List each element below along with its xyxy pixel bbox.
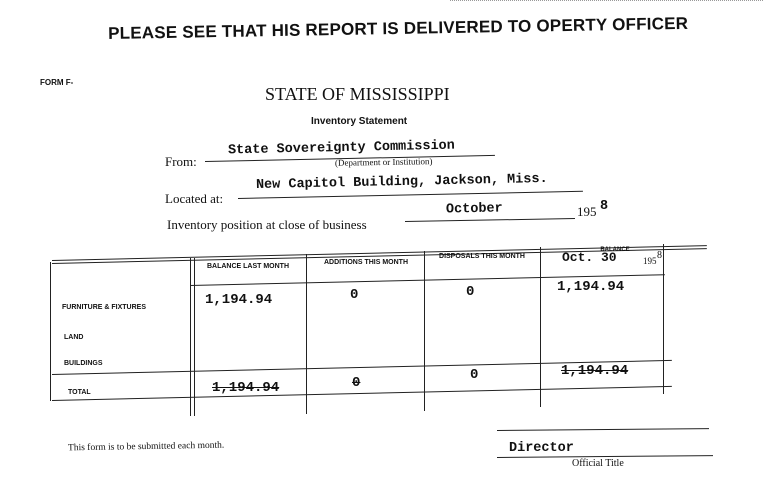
from-label: From: (165, 154, 197, 169)
balance-year-digit: 8 (657, 250, 662, 261)
position-year-prefix: 195 (577, 204, 597, 219)
col-divider-2 (306, 254, 307, 414)
official-title-value: Director (509, 441, 574, 456)
position-month: October (445, 201, 503, 218)
state-title: STATE OF MISSISSIPPI (265, 84, 450, 104)
position-year-digit: 8 (600, 199, 609, 214)
table-right-border (663, 244, 664, 394)
row-label-furniture: FURNITURE & FIXTURES (62, 304, 146, 311)
located-value: New Capitol Building, Jackson, Miss. (255, 171, 548, 194)
total-disposals: 0 (470, 367, 479, 383)
total-balance: 1,194.94 (561, 363, 629, 379)
row-label-land: LAND (64, 334, 84, 341)
furniture-balance: 1,194.94 (557, 279, 625, 295)
submission-note: This form is to be submitted each month. (67, 440, 225, 454)
from-caption: (Department or Institution) (334, 156, 433, 168)
col-divider-1b (194, 258, 195, 416)
balance-date: Oct. 30 (562, 250, 617, 265)
furniture-additions: 0 (350, 287, 359, 303)
row-label-total: TOTAL (68, 389, 91, 396)
col-header-disposals: DISPOSALS THIS MONTH (439, 253, 525, 260)
from-value: State Sovereignty Commission (227, 138, 455, 159)
furniture-disposals: 0 (466, 284, 475, 300)
total-balance-last: 1,194.94 (212, 380, 280, 396)
position-underline (405, 218, 575, 222)
official-title-caption: Official Title (572, 458, 624, 469)
table-left-border (50, 262, 51, 401)
statement-subtitle: Inventory Statement (311, 116, 408, 127)
col-divider-1 (190, 258, 191, 416)
row-label-buildings: BUILDINGS (64, 360, 103, 367)
located-label: Located at: (165, 191, 224, 206)
col-header-balance-last: BALANCE LAST MONTH (206, 263, 290, 270)
delivery-banner: PLEASE SEE THAT HIS REPORT IS DELIVERED TO OPERTY OFFICER (108, 13, 689, 43)
balance-year-prefix: 195 (643, 256, 657, 266)
col-divider-3 (424, 251, 425, 411)
perforation-edge (450, 0, 763, 1)
position-label: Inventory position at close of business (167, 217, 367, 232)
total-additions: 0 (352, 375, 361, 391)
col-divider-4 (540, 247, 541, 407)
signature-top-rule (497, 428, 709, 431)
table-bottom-border (52, 386, 672, 401)
col-header-additions: ADDITIONS THIS MONTH (324, 259, 408, 266)
furniture-balance-last: 1,194.94 (205, 292, 273, 308)
col-header-balance: BALANCE (600, 247, 630, 253)
form-number-label: FORM F- (40, 78, 74, 87)
